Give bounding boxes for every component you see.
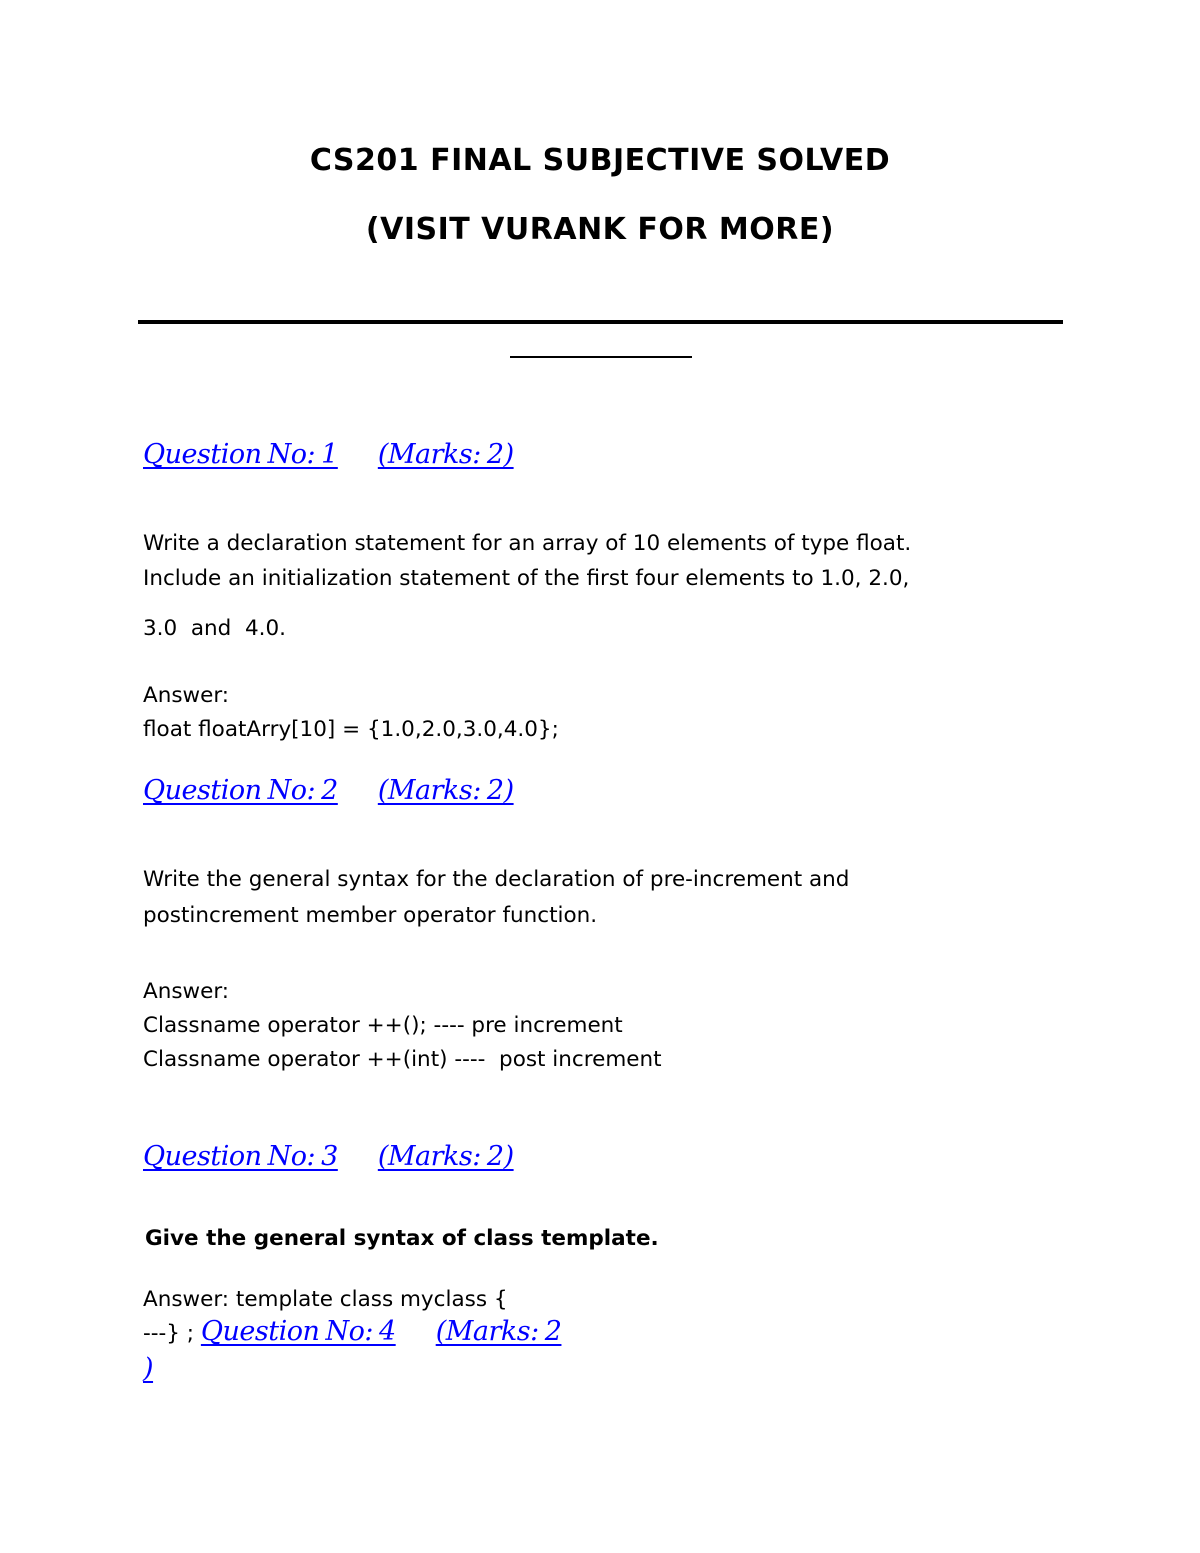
question-2-prompt-line: Write the general syntax for the declaration of pre-increment and [143,867,850,892]
question-1-heading[interactable] [143,438,514,472]
question-2-answer-label: Answer: [143,979,230,1004]
question-2-prompt-line: postincrement member operator function. [143,903,598,928]
question-1-prompt-line: Include an initialization statement of the first four elements to 1.0, 2.0, [143,566,910,591]
question-marks: (Marks: 2) [377,1141,514,1172]
question-2-answer-line: Classname operator ++(); ---- pre increment [143,1013,623,1038]
question-3-heading[interactable] [143,1140,514,1174]
question-3-prompt-line: Give the general syntax of class template. [145,1226,659,1251]
short-rule [510,356,692,358]
question-2-answer-line: Classname operator ++(int) ---- post increment [143,1047,662,1072]
question-3-answer-continuation: ---} ; [143,1321,195,1346]
question-number: Question No: 1 [143,439,338,470]
question-1-prompt-line: Write a declaration statement for an array of 10 elements of type float. [143,531,912,556]
question-3-answer-continuation-line [143,1317,561,1349]
question-1-answer-label: Answer: [143,683,230,708]
question-marks: (Marks: 2 [435,1316,562,1347]
question-3-answer-line: Answer: template class myclass { [143,1287,508,1312]
question-marks: (Marks: 2) [377,775,514,806]
question-4-marks-close[interactable]: ) [143,1353,154,1384]
horizontal-rule [138,320,1063,324]
question-1-answer-line: float floatArry[10] = {1.0,2.0,3.0,4.0}; [143,717,559,742]
question-number: Question No: 4 [200,1316,396,1347]
question-4-heading[interactable] [201,1316,562,1347]
question-number: Question No: 3 [143,1141,338,1172]
document-subtitle: (VISIT VURANK FOR MORE) [365,212,835,247]
question-marks: (Marks: 2) [377,439,514,470]
question-number: Question No: 2 [143,775,338,806]
question-1-prompt-line: 3.0 and 4.0. [143,616,287,641]
question-2-heading[interactable] [143,774,514,808]
document-title: CS201 FINAL SUBJECTIVE SOLVED [309,143,891,178]
